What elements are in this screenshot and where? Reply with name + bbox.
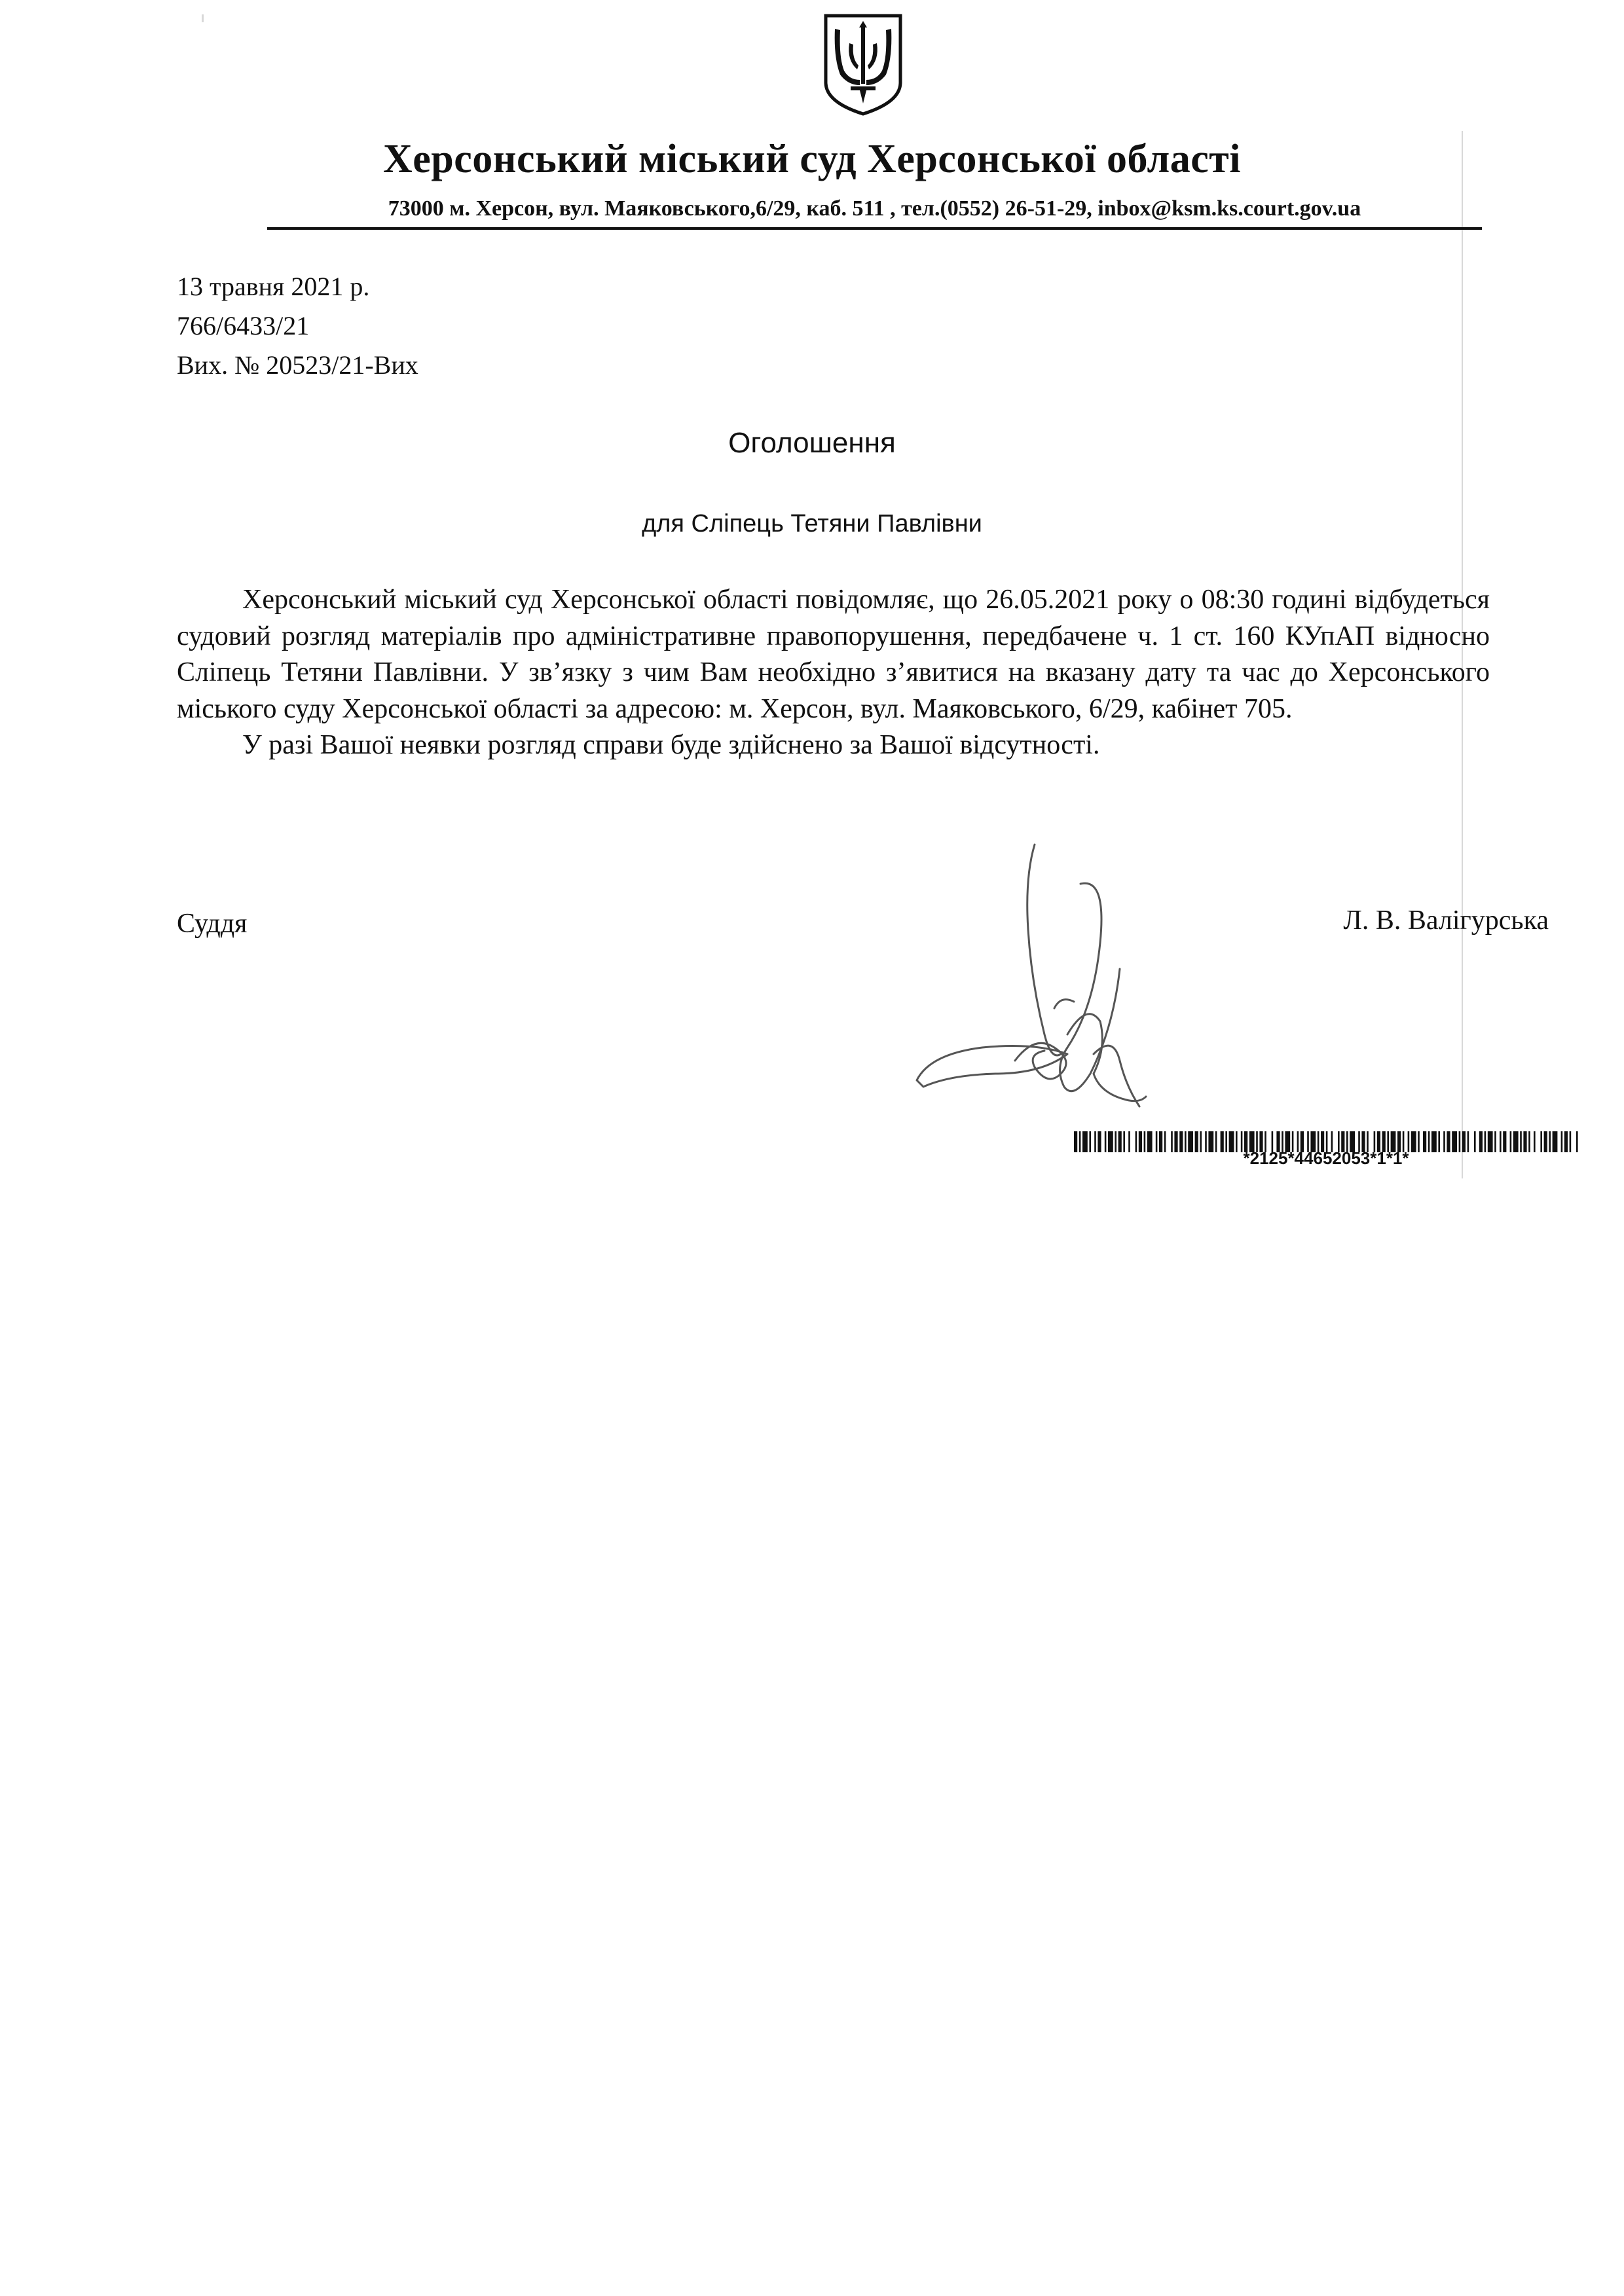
body-paragraph: Херсонський міський суд Херсонської області повідомляє, що 26.05.2021 року о 08:30 годині відбудеться судовий розгляд матеріалів про адміністративне правопорушення, передбачене ч. 1 ст. 160 КУпАП відносно Сліпець Тетяни Павлівни. У зв’язку з чим Вам необхідно з’явитися на вказану дату та час до Херсонського міського суду Херсонської області за адресою: м. Херсон, вул. Маяковського, 6/29, кабінет 705. <box>177 585 1490 724</box>
body-paragraph: У разі Вашої неявки розгляд справи буде здійснено за Вашої відсутності. <box>242 730 1100 760</box>
document-body <box>177 582 1490 764</box>
barcode-number: *2125*44652053*1*1* <box>1243 1148 1409 1168</box>
addressee: для Сліпець Тетяни Павлівни <box>642 510 982 538</box>
court-name: Херсонський міський суд Херсонської області <box>383 137 1241 181</box>
scan-artifact <box>202 14 204 22</box>
case-number: 766/6433/21 <box>177 311 310 340</box>
judge-role: Суддя <box>177 909 248 939</box>
outgoing-number: Вих. № 20523/21-Вих <box>177 350 418 380</box>
court-address: 73000 м. Херсон, вул. Маяковського,6/29, каб. 511 , тел.(0552) 26-51-29, inbox@ksm.ks.court.gov.ua <box>388 196 1361 221</box>
header-divider <box>267 227 1482 230</box>
handwritten-signature-icon <box>904 838 1192 1126</box>
trident-coat-of-arms-icon <box>821 12 906 117</box>
document-date: 13 травня 2021 р. <box>177 272 370 301</box>
document-title: Оголошення <box>728 427 896 459</box>
judge-name: Л. В. Валігурська <box>1343 905 1549 936</box>
